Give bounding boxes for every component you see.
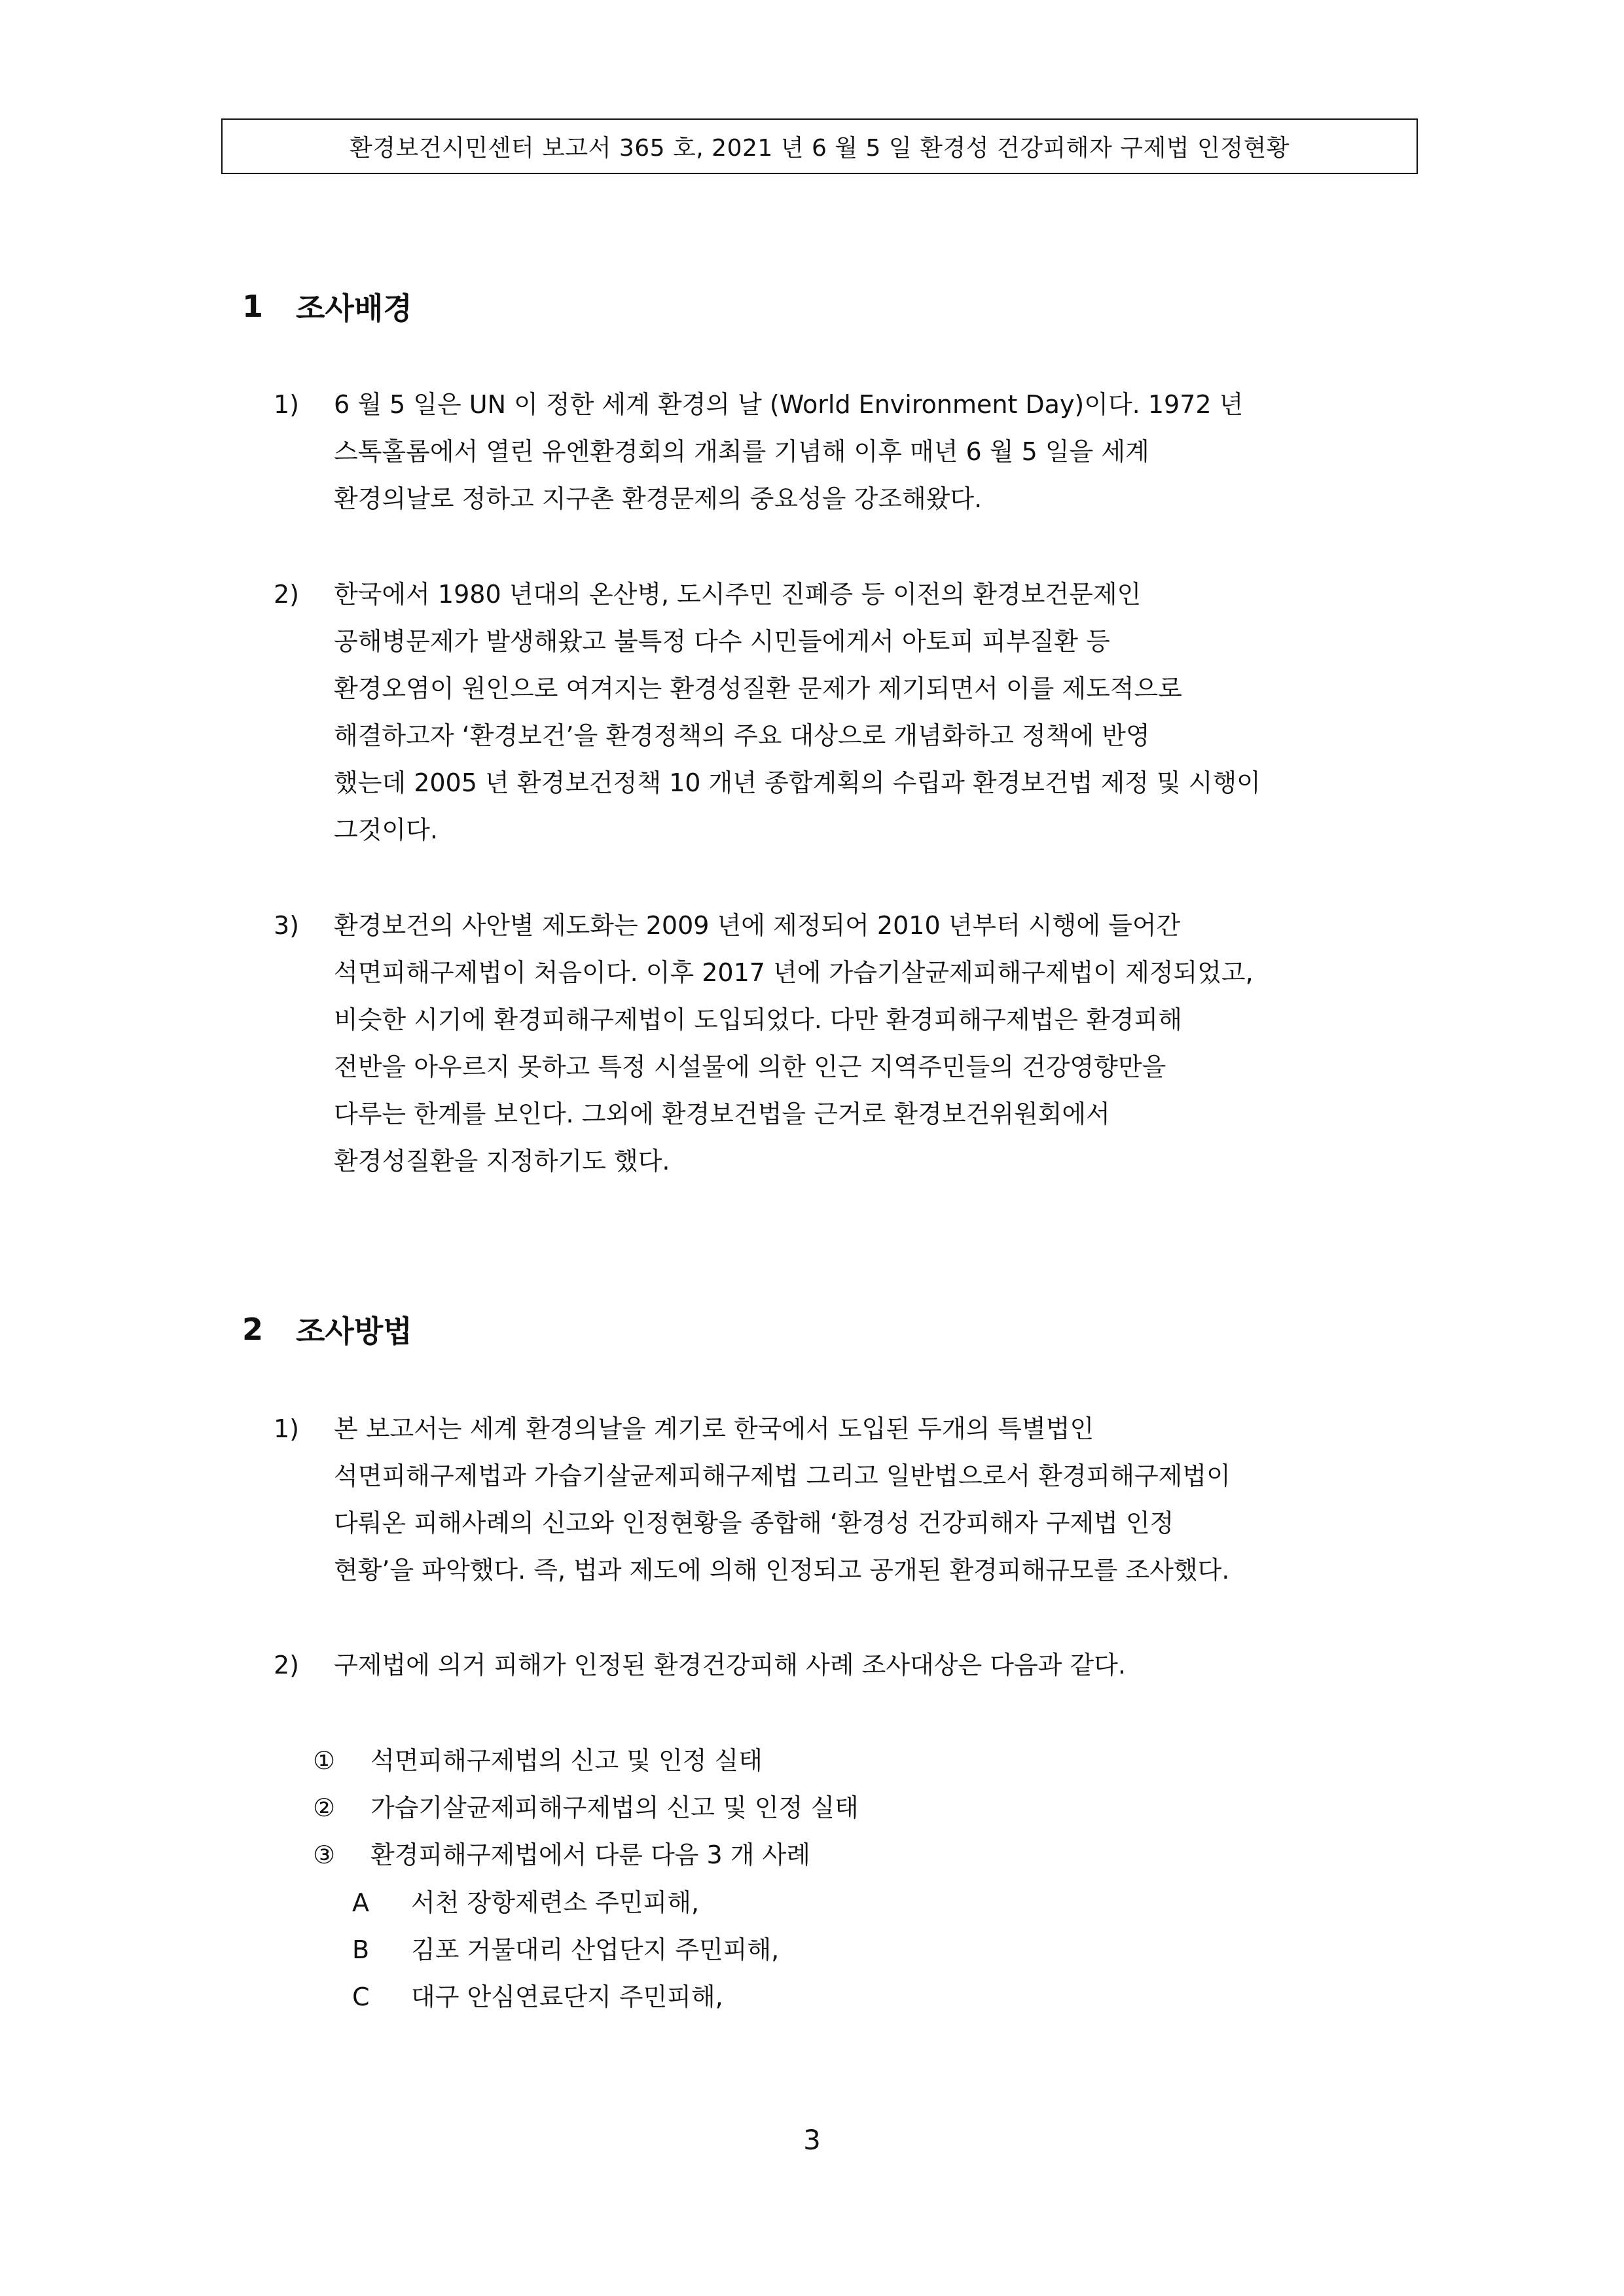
item-marker: 1) [274, 390, 300, 419]
paragraph-line: 공해병문제가 발생해왔고 불특정 다수 시민들에게서 아토피 피부질환 등 [334, 627, 1110, 656]
paragraph-line: 했는데 2005 년 환경보건정책 10 개년 종합계획의 수립과 환경보건법 제정 및 시행이 [334, 768, 1261, 797]
paragraph-line: 다루는 한계를 보인다. 그외에 환경보건법을 근거로 환경보건위원회에서 [334, 1100, 1110, 1128]
case-b [352, 1926, 779, 1973]
item-marker: 2) [274, 1651, 300, 1679]
subitem-text: 환경피해구제법에서 다룬 다음 3 개 사례 [370, 1840, 810, 1869]
paragraph-line: 해결하고자 ‘환경보건’을 환경정책의 주요 대상으로 개념화하고 정책에 반영 [334, 721, 1150, 750]
paragraph-line: 현황’을 파악했다. 즉, 법과 제도에 의해 인정되고 공개된 환경피해규모를 조사했다. [334, 1556, 1230, 1585]
paragraph-line: 환경의날로 정하고 지구촌 환경문제의 중요성을 강조해왔다. [334, 484, 983, 513]
paragraph-line: 환경성질환을 지정하기도 했다. [334, 1147, 670, 1175]
case-a [352, 1879, 699, 1926]
paragraph-line: 스톡홀롬에서 열린 유엔환경회의 개최를 기념해 이후 매년 6 월 5 일을 세계 [334, 437, 1149, 466]
case-text: 김포 거물대리 산업단지 주민피해, [411, 1935, 780, 1964]
subitem-3 [313, 1831, 810, 1878]
case-letter: A [352, 1888, 369, 1917]
case-text: 대구 안심연료단지 주민피해, [411, 1982, 723, 2011]
item-marker: 1) [274, 1414, 300, 1443]
case-letter: C [352, 1982, 370, 2011]
subitem-2 [313, 1784, 859, 1831]
paragraph-line: 6 월 5 일은 UN 이 정한 세계 환경의 날 (World Environment Day)이다. 1972 년 [334, 390, 1244, 419]
paragraph-line: 환경보건의 사안별 제도화는 2009 년에 제정되어 2010 년부터 시행에 들어간 [334, 911, 1181, 940]
subitem-text: 가습기살균제피해구제법의 신고 및 인정 실태 [370, 1793, 859, 1822]
report-header-box [221, 118, 1418, 174]
case-letter: B [352, 1935, 370, 1964]
circled-number: ② [313, 1793, 336, 1822]
item-marker: 2) [274, 580, 300, 609]
paragraph-line: 석면피해구제법과 가습기살균제피해구제법 그리고 일반법으로서 환경피해구제법이 [334, 1462, 1231, 1490]
circled-number: ③ [313, 1840, 336, 1869]
paragraph-line: 그것이다. [334, 816, 438, 844]
section-2-number: 2 [242, 1312, 264, 1347]
paragraph-line: 본 보고서는 세계 환경의날을 계기로 한국에서 도입된 두개의 특별법인 [334, 1414, 1094, 1443]
paragraph-line: 환경오염이 원인으로 여겨지는 환경성질환 문제가 제기되면서 이를 제도적으로 [334, 674, 1182, 703]
subitem-1 [313, 1737, 763, 1784]
paragraph-line: 한국에서 1980 년대의 온산병, 도시주민 진폐증 등 이전의 환경보건문제인 [334, 580, 1142, 609]
report-header-text: 환경보건시민센터 보고서 365 호, 2021 년 6 월 5 일 환경성 건강피해자 구제법 인정현황 [349, 135, 1290, 162]
paragraph-line: 비슷한 시기에 환경피해구제법이 도입되었다. 다만 환경피해구제법은 환경피해 [334, 1005, 1182, 1034]
paragraph-line: 구제법에 의거 피해가 인정된 환경건강피해 사례 조사대상은 다음과 같다. [334, 1651, 1126, 1679]
circled-number: ① [313, 1746, 336, 1775]
paragraph-line: 전반을 아우르지 못하고 특정 시설물에 의한 인근 지역주민들의 건강영향만을 [334, 1052, 1166, 1081]
section-1-number: 1 [242, 289, 264, 324]
subitem-text: 석면피해구제법의 신고 및 인정 실태 [370, 1746, 763, 1775]
case-text: 서천 장항제련소 주민피해, [411, 1888, 700, 1917]
section-1-title: 조사배경 [296, 291, 412, 326]
section-2-title: 조사방법 [296, 1314, 412, 1349]
paragraph-line: 다뤄온 피해사례의 신고와 인정현황을 종합해 ‘환경성 건강피해자 구제법 인정 [334, 1509, 1174, 1537]
item-marker: 3) [274, 911, 300, 940]
paragraph-line: 석면피해구제법이 처음이다. 이후 2017 년에 가습기살균제피해구제법이 제정되었고, [334, 958, 1254, 987]
case-c [352, 1973, 723, 2020]
section-1-heading [242, 285, 412, 328]
section-2-heading [242, 1308, 412, 1351]
page-number: 3 [803, 2124, 821, 2156]
